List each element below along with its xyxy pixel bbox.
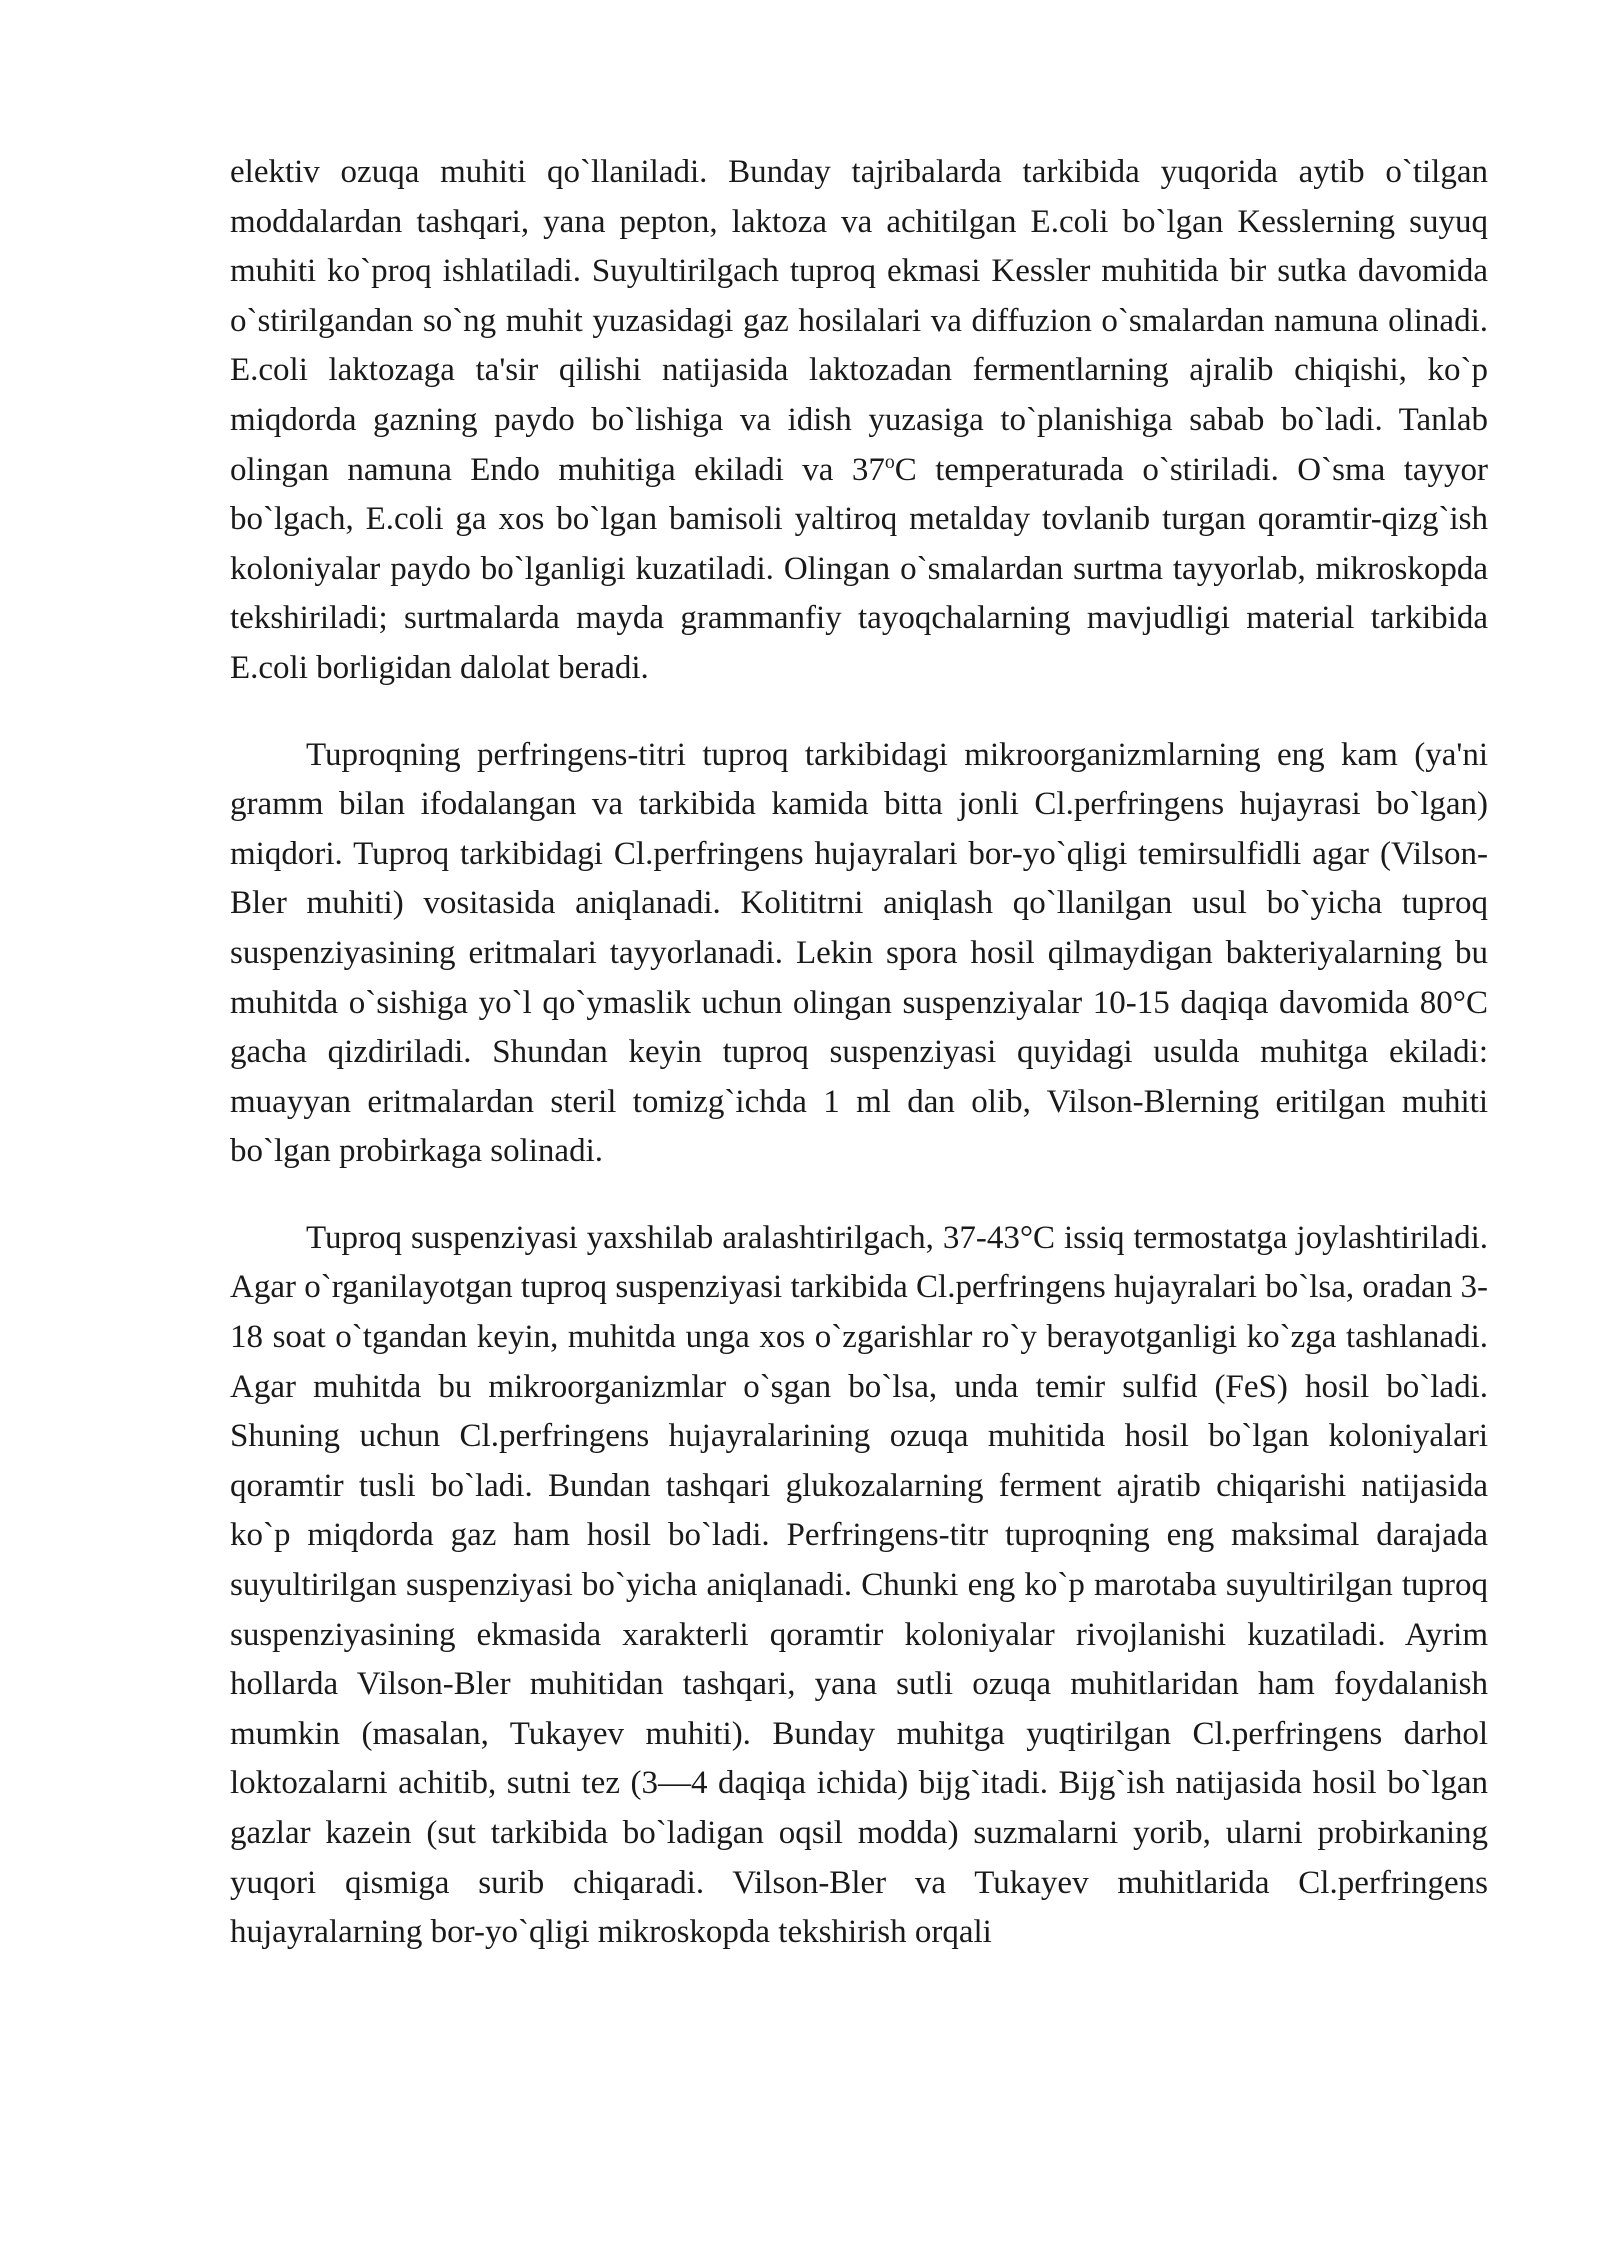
paragraph-1 [230,148,1488,694]
paragraph-1-text-after: C temperaturada o`stiriladi. O`sma tayyor bo`lgach, E.coli ga xos bo`lgan bamisoli yaltiroq metalday tovlanib turgan qoramtir-qizg`ish koloniyalar paydo bo`lganligi kuzatiladi. Olingan o`smalardan surtma tayyorlab, mikroskopda tekshiriladi; surtmalarda mayda grammanfiy tayoqchalarning mavjudligi material tarkibida E.coli borligidan dalolat beradi. [230,451,1489,686]
body-text [230,148,1488,1958]
paragraph-3: Tuproq suspenziyasi yaxshilab aralashtirilgach, 37-43°C issiq termostatga joylashtiriladi. Agar o`rganilayotgan tuproq suspenziyasi tarkibida Cl.perfringens hujayralari bo`lsa, oradan 3-18 soat o`tgandan keyin, muhitda unga xos o`zgarishlar ro`y berayotganligi ko`zga tashlanadi. Agar muhitda bu mikroorganizmlar o`sgan bo`lsa, unda temir sulfid (FeS) hosil bo`ladi. Shuning uchun Cl.perfringens hujayralarining ozuqa muhitida hosil bo`lgan koloniyalari qoramtir tusli bo`ladi. Bundan tashqari glukozalarning ferment ajratib chiqarishi natijasida ko`p miqdorda gaz ham hosil bo`ladi. Perfringens-titr tuproqning eng maksimal darajada suyultirilgan suspenziyasi bo`yicha aniqlanadi. Chunki eng ko`p marotaba suyultirilgan tuproq suspenziyasining ekmasida xarakterli qoramtir koloniyalar rivojlanishi kuzatiladi. Ayrim hollarda Vilson-Bler muhitidan tashqari, yana sutli ozuqa muhitlaridan ham foydalanish mumkin (masalan, Tukayev muhiti). Bunday muhitga yuqtirilgan Cl.perfringens darhol loktozalarni achitib, sutni tez (3—4 daqiqa ichida) bijg`itadi. Bijg`ish natijasida hosil bo`lgan gazlar kazein (sut tarkibida bo`ladigan oqsil modda) suzmalarni yorib, ularni probirkaning yuqori qismiga surib chiqaradi. Vilson-Bler va Tukayev muhitlarida Cl.perfringens hujayralarning bor-yo`qligi mikroskopda tekshirish orqali [230,1219,1488,1951]
paragraph-1-text: elektiv ozuqa muhiti qo`llaniladi. Bunday tajribalarda tarkibida yuqorida aytib o`tilgan moddalardan tashqari, yana pepton, laktoza va achitilgan E.coli bo`lgan Kesslerning suyuq muhiti ko`proq ishlatiladi. Suyultirilgach tuproq ekmasi Kessler muhitida bir sutka davomida o`stirilgandan so`ng muhit yuzasidagi gaz hosilalari va diffuzion o`smalardan namuna olinadi. E.coli laktozaga ta'sir qilishi natijasida laktozadan fermentlarning ajralib chiqishi, ko`p miqdorda gazning paydo bo`lishiga va idish yuzasiga to`planishiga sabab bo`ladi. Tanlab olingan namuna Endo muhitiga ekiladi va 37 [230,154,1488,488]
degree-superscript: o [884,450,895,473]
paragraph-2: Tuproqning perfringens-titri tuproq tarkibidagi mikroorganizmlarning eng kam (ya'ni gramm bilan ifodalangan va tarkibida kamida bitta jonli Cl.perfringens hujayrasi bo`lgan) miqdori. Tuproq tarkibidagi Cl.perfringens hujayralari bor-yo`qligi temirsulfidli agar (Vilson-Bler muhiti) vositasida aniqlanadi. Kolititrni aniqlash qo`llanilgan usul bo`yicha tuproq suspenziyasining eritmalari tayyorlanadi. Lekin spora hosil qilmaydigan bakteriyalarning bu muhitda o`sishiga yo`l qo`ymaslik uchun olingan suspenziyalar 10-15 daqiqa davomida 80°C gacha qizdiriladi. Shundan keyin tuproq suspenziyasi quyidagi usulda muhitga ekiladi: muayyan eritmalardan steril tomizg`ichda 1 ml dan olib, Vilson-Blerning eritilgan muhiti bo`lgan probirkaga solinadi. [230,736,1488,1170]
